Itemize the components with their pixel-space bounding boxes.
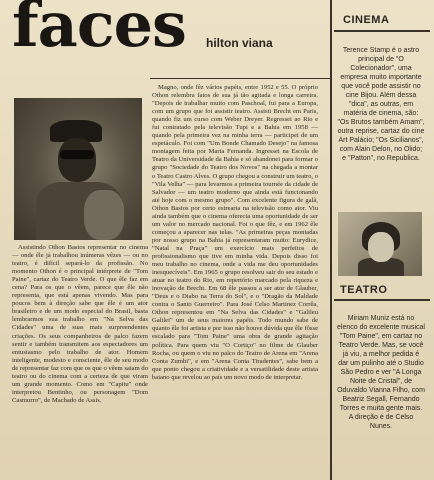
divider-teatro bbox=[334, 299, 430, 301]
photo-miriam-muniz bbox=[338, 212, 422, 276]
photo-othon-bastos bbox=[14, 98, 142, 240]
page-title: faces bbox=[12, 0, 186, 61]
section-title-cinema: CINEMA bbox=[343, 14, 390, 26]
divider-column-right bbox=[330, 0, 332, 480]
article-paragraph: Magno, onde fêz vários papéis, entre 1952 e 55. O próprio Othon relembra fatos de sua já tão agitada e longa carreira. "Depois de trabalhar muito com Paschoal, fui para a Europa, com um grupo que foi assistir teatro. Assisti Brecht em Paris, quando fiz um curso com Weber Dreyer. Regressei ao Rio e fui contratado pela televisão Tupi e a Bahia em 1958 — quando pela primeira vez na minha terra — participei de um espetáculo. Foi com "Um Bonde Chamado Desejo" na famosa montagem feita por Maria Fernanda. Ingressei na Escola de Teatro da Universidade da Bahia e só abandonei para formar o grupo "Sociedade do Teatro dos Novos" na chegada a montar o Teatro Castro Alves. O grupo chegou a construir um teatro, o "Vila Velha" — para levarmos a primeira tournée da cidade de Salvador — um teatro moderno que ainda está funcionando até hoje com o mesmo grupo". Com excelente figura de galã, Othon Bastos por certo estrearia na televisão como ator. Viu ainda também que o cinema oferecia uma oportunidade de ser um valor no mercado nacional. Foi o que fêz, e em 1962 êle começou a aparecer nas telas. "As primeiras peças montadas por nosso grupo na Bahia já representaram muito: Eurydice, "Natal na Praça" um exercício mais perfeitos de profissionalismo que tive em minha vida. Depois disso foi meu trabalho no cinema, onde a vida me deu oportunidades inesquecíveis". Em 1965 o grupo resolveu sair do seu estado e atuar no teatro do Rio, em repertório marcado pela riqueza e inovação de Brecht. Em 68 êle passou a ser ator de Glauber, "Deus e o Diabo na Terra do Sol", e o "Dragão da Maldade contra o Santo Guerreiro". Para José Celso Martinez Corrêa, Othon representou em "Na Selva das Cidades" e "Galileu Galilei" um de seus maiores papéis. Todo mundo sabe de quanto êle foi artista e por isso não houve dúvida que êle fôsse escalado para "Tom Paine" uma obra de grande agitação política. Para quem viu "O Cortiço" no filme de Glauber Rocha, ou quem o viu no palco do Teatro de Arena em "Arena Conta Zumbi", e em "Arena Conta Tiradentes", sabe bem a que ponto chegou a criatividade e a versatilidade deste artista baiano que revelou ao país um novo modo de interpretar. bbox=[152, 84, 318, 381]
divider-top bbox=[150, 78, 330, 79]
article-column-1 bbox=[12, 244, 148, 478]
divider-cinema bbox=[334, 30, 430, 32]
article-paragraph: Assistindo Othon Bastos representar no cinema — onde êle já trabalhou inúmeras vêzes — ou no teatro, é difícil separá-lo da profissão. No momento Othon é o principal intérprete de "Tom Paine", cartaz do Teatro Verde. O que êle faz em cena? Para os que o vêem, parece que êle não representa, que está apenas vivendo. Mas para poucos bem à direção sabe que êle é um ator brasileiro e de um modo especial do Brasil, basta lembrarmos sua trabalho em "Na Selva das Cidades" uma de suas mais surpreendentes criações. Os seus companheiros de palco fazem sentir e também transmitem aos espectadores um entusiasmo pelo trabalho de ator. Homem inteligente, modesto e consciente, êle de seu modo de representar faz com que os que o vêem saiam do teatro ou do cinema com a certeza de que viram um grande momento. Como em "Capitu" onde interpretou Bentinho, ou personagem "Dom Casmurro", de Machado de Assis. bbox=[12, 244, 148, 404]
article-column-2 bbox=[152, 84, 318, 478]
teatro-text: Miriam Muniz está no elenco do excelente musical "Tom Paine", em cartaz no Teatro Verde. Mas, se você já viu, a melhor pedida é dar um pulinho até o Studio São Pedro e ver "A Longa Noite de Cristal", de Oduvaldo Vianna Filho, com Beatriz Segall, Fernando Torres e muita gente mais. A direção é de Celso Nunes. bbox=[337, 315, 425, 430]
section-title-teatro: TEATRO bbox=[340, 284, 388, 296]
cinema-text: Terence Stamp é o astro principal de "O Colecionador", uma empresa muito importante que você pode assistir no cine Bijou. Além dessa "dica", as outras, em matéria de cinema, são: "Os Brutos também Amam", outra reprise, cartaz do cine Art Palácio; "Os Sicilianos", com Alain Delon, no Olido; e "Patton", no Republica. bbox=[337, 47, 425, 162]
author-byline: hilton viana bbox=[206, 36, 273, 50]
